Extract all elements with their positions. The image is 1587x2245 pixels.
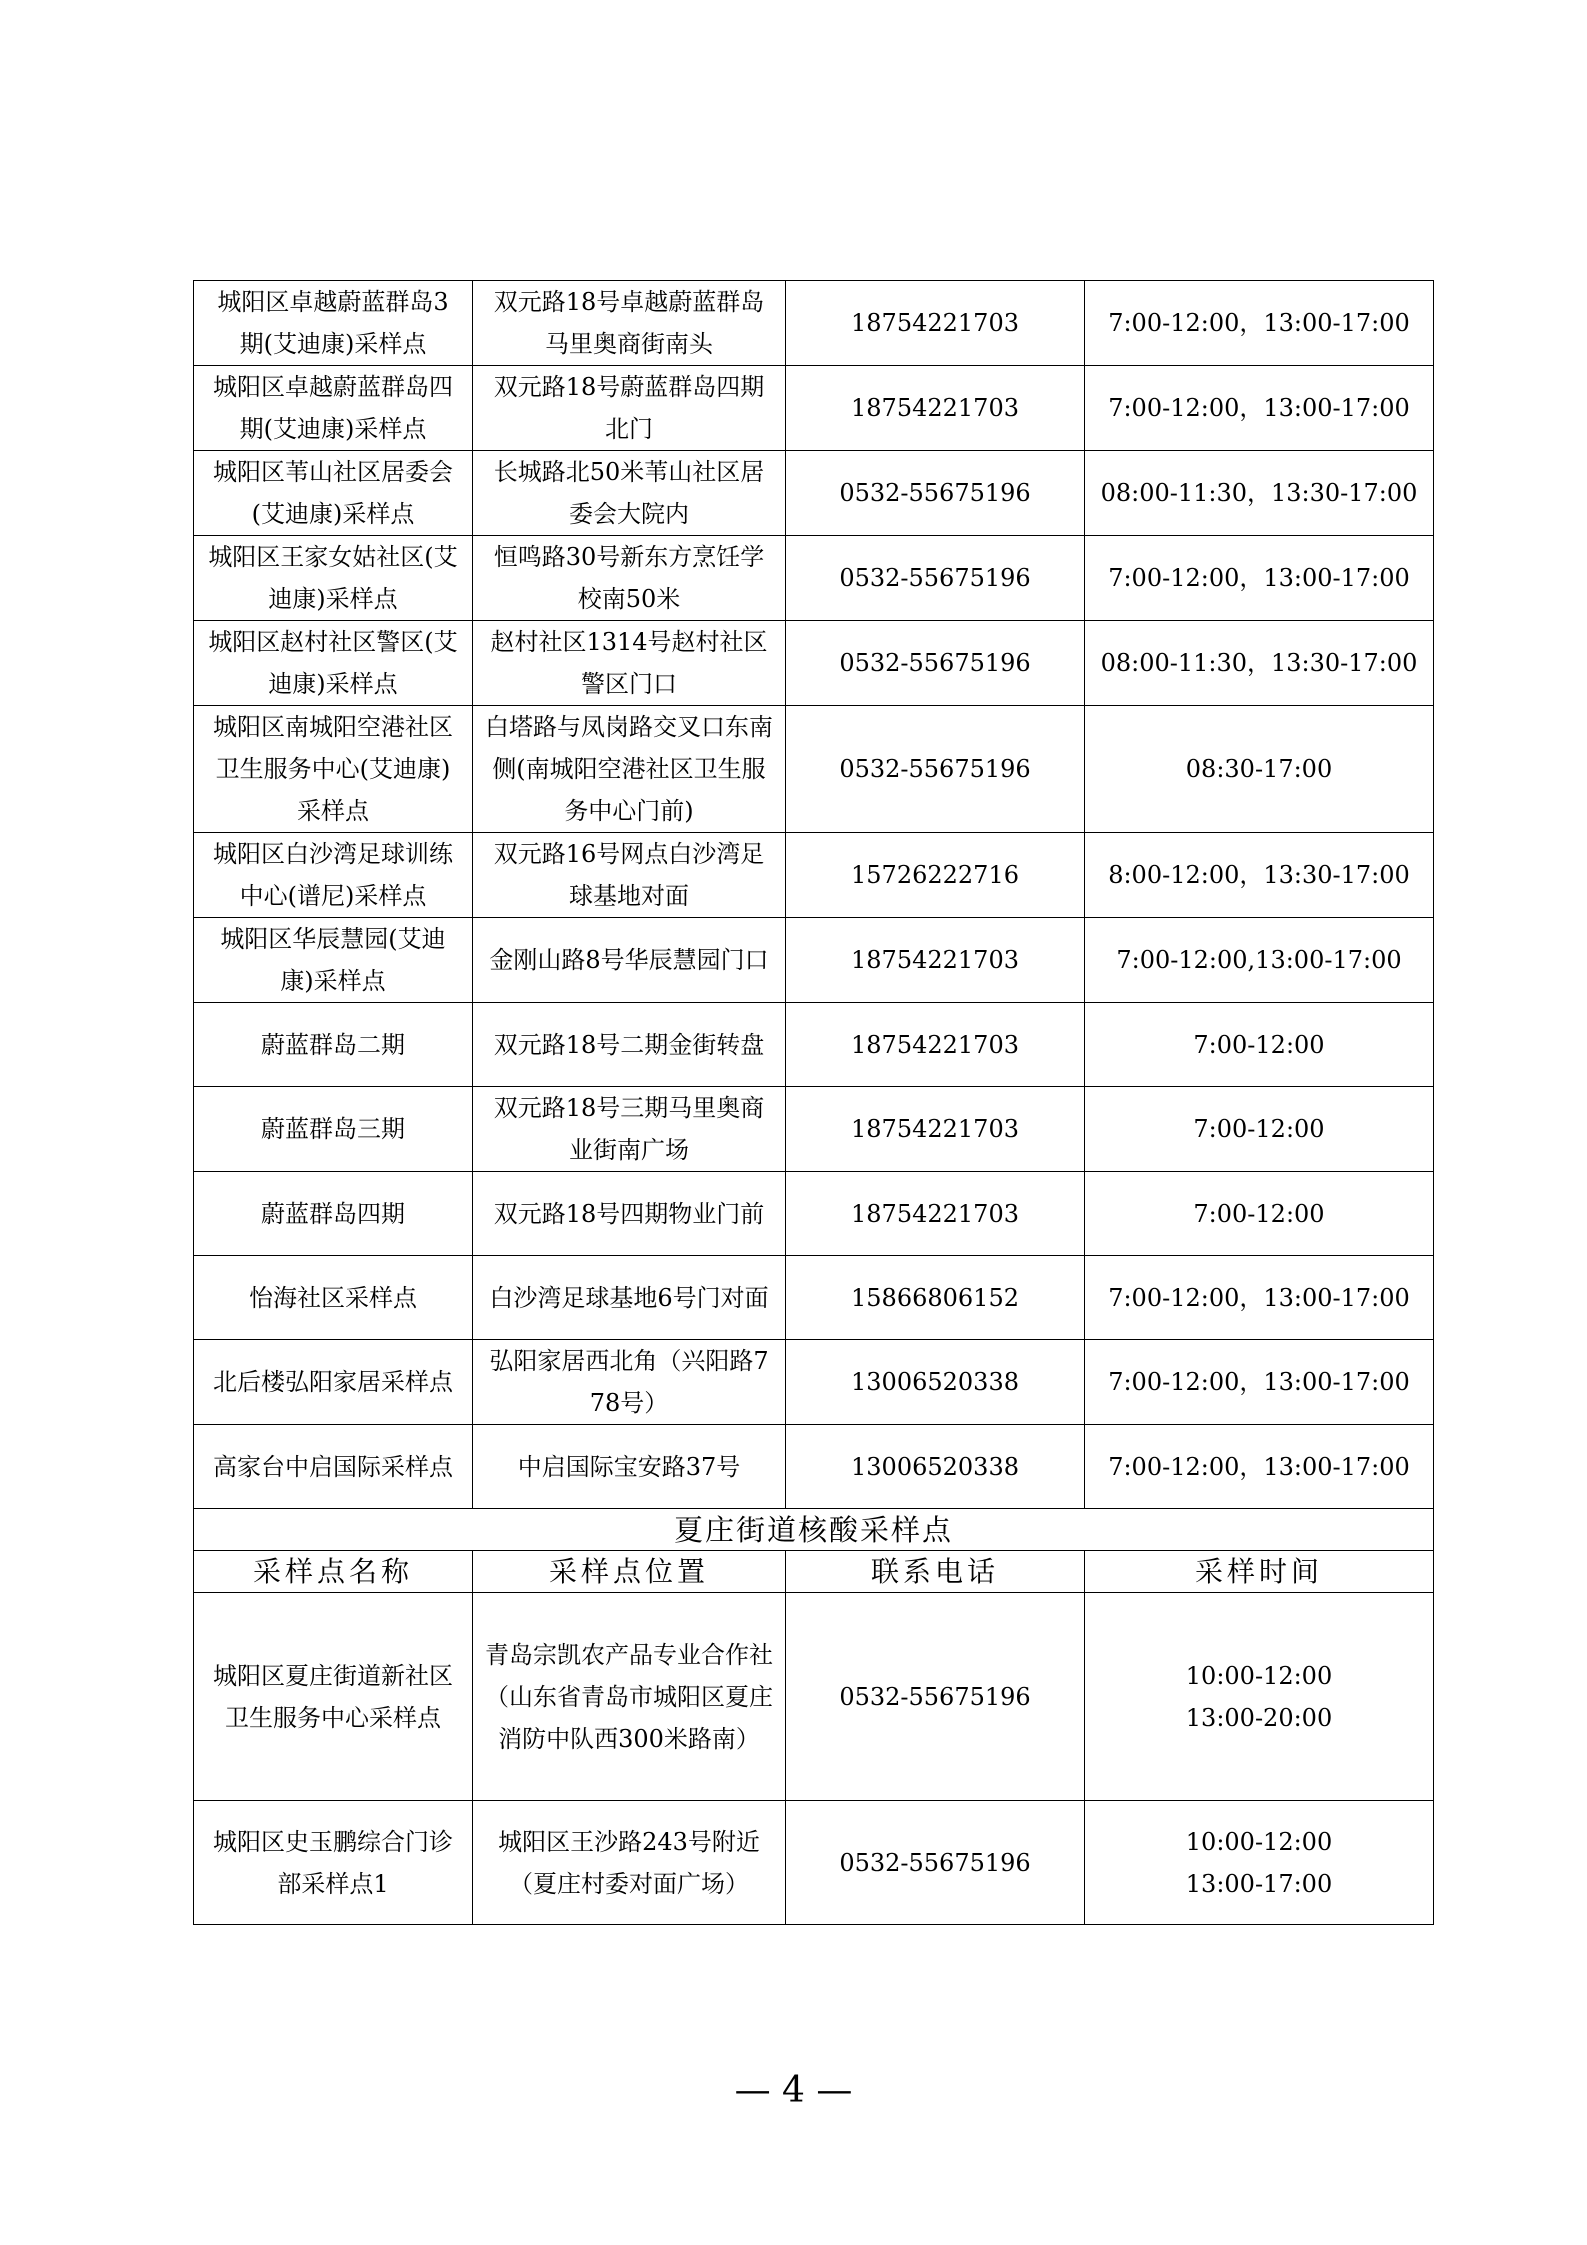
hours-cell: 08:00-11:30，13:30-17:00 [1085,621,1434,706]
phone-cell: 0532-55675196 [786,706,1085,833]
table-row [194,621,1434,706]
hours-cell: 8:00-12:00，13:30-17:00 [1085,833,1434,918]
section-title: 夏庄街道核酸采样点 [194,1509,1434,1551]
phone-cell: 18754221703 [786,1087,1085,1172]
table-row [194,1340,1434,1425]
site-location-cell: 双元路18号蔚蓝群岛四期北门 [473,366,786,451]
site-location-cell: 双元路16号网点白沙湾足球基地对面 [473,833,786,918]
sampling-sites-table [193,280,1434,1925]
table-row [194,1172,1434,1256]
hours-cell: 7:00-12:00,13:00-17:00 [1085,918,1434,1003]
site-location-cell: 中启国际宝安路37号 [473,1425,786,1509]
site-location-cell: 双元路18号卓越蔚蓝群岛马里奥商街南头 [473,281,786,366]
phone-cell: 18754221703 [786,281,1085,366]
site-location-cell: 青岛宗凯农产品专业合作社 （山东省青岛市城阳区夏庄消防中队西300米路南） [473,1593,786,1801]
phone-cell: 13006520338 [786,1340,1085,1425]
table-row [194,1003,1434,1087]
phone-cell: 0532-55675196 [786,536,1085,621]
phone-cell: 18754221703 [786,1172,1085,1256]
hours-cell: 7:00-12:00，13:00-17:00 [1085,281,1434,366]
hours-cell: 7:00-12:00，13:00-17:00 [1085,1256,1434,1340]
table-row [194,281,1434,366]
hours-cell: 7:00-12:00，13:00-17:00 [1085,1425,1434,1509]
phone-cell: 18754221703 [786,918,1085,1003]
hours-cell: 10:00-12:00 13:00-20:00 [1085,1593,1434,1801]
page-number: — 4 — [734,2070,853,2111]
hours-cell: 7:00-12:00，13:00-17:00 [1085,1340,1434,1425]
header-time: 采样时间 [1085,1551,1434,1593]
site-name-cell: 蔚蓝群岛二期 [194,1003,473,1087]
site-location-cell: 白塔路与凤岗路交叉口东南侧(南城阳空港社区卫生服务中心门前) [473,706,786,833]
table-row [194,1425,1434,1509]
site-location-cell: 双元路18号三期马里奥商业街南广场 [473,1087,786,1172]
site-name-cell: 城阳区华辰慧园(艾迪康)采样点 [194,918,473,1003]
table-row [194,536,1434,621]
site-location-cell: 金刚山路8号华辰慧园门口 [473,918,786,1003]
site-location-cell: 双元路18号四期物业门前 [473,1172,786,1256]
site-name-cell: 城阳区苇山社区居委会(艾迪康)采样点 [194,451,473,536]
site-name-cell: 蔚蓝群岛三期 [194,1087,473,1172]
header-phone: 联系电话 [786,1551,1085,1593]
table-row [194,366,1434,451]
header-name: 采样点名称 [194,1551,473,1593]
phone-cell: 13006520338 [786,1425,1085,1509]
site-name-cell: 北后楼弘阳家居采样点 [194,1340,473,1425]
table-row [194,1087,1434,1172]
site-location-cell: 城阳区王沙路243号附近 （夏庄村委对面广场） [473,1801,786,1925]
phone-cell: 15866806152 [786,1256,1085,1340]
site-name-cell: 城阳区卓越蔚蓝群岛四期(艾迪康)采样点 [194,366,473,451]
hours-cell: 7:00-12:00，13:00-17:00 [1085,536,1434,621]
site-location-cell: 长城路北50米苇山社区居委会大院内 [473,451,786,536]
hours-cell: 7:00-12:00 [1085,1003,1434,1087]
header-location: 采样点位置 [473,1551,786,1593]
hours-cell: 7:00-12:00，13:00-17:00 [1085,366,1434,451]
table-row [194,1256,1434,1340]
site-location-cell: 赵村社区1314号赵村社区警区门口 [473,621,786,706]
phone-cell: 18754221703 [786,366,1085,451]
table-row [194,1801,1434,1925]
site-name-cell: 高家台中启国际采样点 [194,1425,473,1509]
phone-cell: 0532-55675196 [786,1593,1085,1801]
table-row [194,918,1434,1003]
table-row [194,833,1434,918]
phone-cell: 0532-55675196 [786,451,1085,536]
hours-cell: 08:00-11:30，13:30-17:00 [1085,451,1434,536]
site-name-cell: 城阳区夏庄街道新社区卫生服务中心采样点 [194,1593,473,1801]
phone-cell: 0532-55675196 [786,621,1085,706]
site-location-cell: 弘阳家居西北角（兴阳路778号） [473,1340,786,1425]
site-name-cell: 城阳区白沙湾足球训练中心(谱尼)采样点 [194,833,473,918]
site-location-cell: 白沙湾足球基地6号门对面 [473,1256,786,1340]
site-name-cell: 城阳区史玉鹏综合门诊部采样点1 [194,1801,473,1925]
site-location-cell: 双元路18号二期金街转盘 [473,1003,786,1087]
hours-cell: 08:30-17:00 [1085,706,1434,833]
site-name-cell: 城阳区赵村社区警区(艾迪康)采样点 [194,621,473,706]
site-name-cell: 蔚蓝群岛四期 [194,1172,473,1256]
hours-cell: 7:00-12:00 [1085,1087,1434,1172]
site-name-cell: 怡海社区采样点 [194,1256,473,1340]
phone-cell: 18754221703 [786,1003,1085,1087]
site-name-cell: 城阳区王家女姑社区(艾迪康)采样点 [194,536,473,621]
table-row [194,1593,1434,1801]
site-name-cell: 城阳区卓越蔚蓝群岛3期(艾迪康)采样点 [194,281,473,366]
phone-cell: 15726222716 [786,833,1085,918]
table-row [194,451,1434,536]
hours-cell: 7:00-12:00 [1085,1172,1434,1256]
site-location-cell: 恒鸣路30号新东方烹饪学校南50米 [473,536,786,621]
site-name-cell: 城阳区南城阳空港社区卫生服务中心(艾迪康)采样点 [194,706,473,833]
table-row [194,706,1434,833]
hours-cell: 10:00-12:00 13:00-17:00 [1085,1801,1434,1925]
phone-cell: 0532-55675196 [786,1801,1085,1925]
